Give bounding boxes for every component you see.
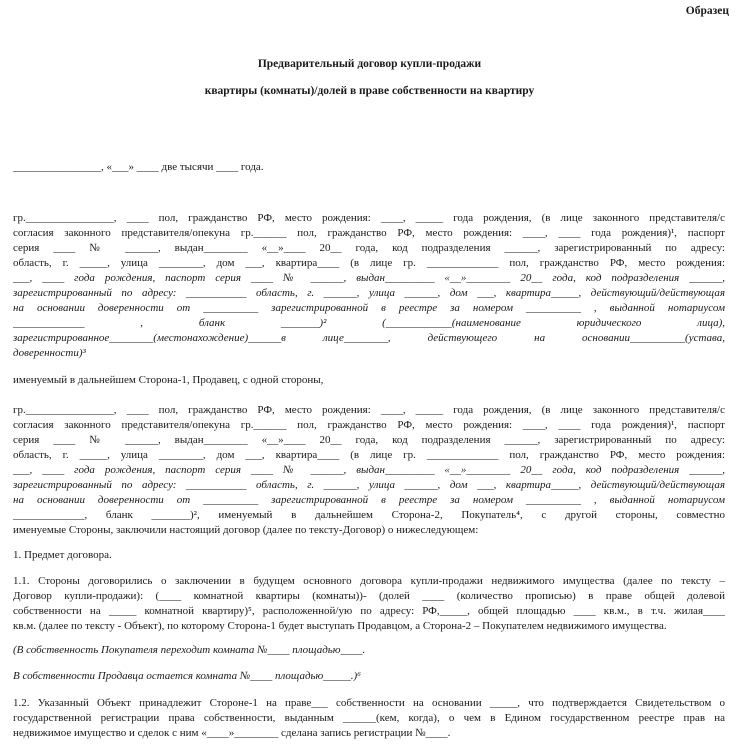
clause-1-1-line: кв.м. (далее по тексту - Объект), по которому Сторона-1 будет выступать Продавцом, а Сторона-2 – Покупателем недвижимого имущества. [13,620,667,632]
seller-room-note: В собственности Продавца остается комната №____ площадью_____.)⁶ [13,670,362,682]
section-heading: 1. Предмет договора. [13,549,112,561]
party2-line: гр.________________, ____ пол, гражданство РФ, место рождения: ____, _____ года рождения, (в лице законного представителя/с [13,404,725,416]
party2-line: именуемые Стороны, заключили настоящий договор (далее по тексту-Договор) о нижеследующем: [13,524,479,536]
party1-line: серия ____ № ______, выдан________ «__»____ 20__ года, код подразделения ______, зарегистрированный по адресу: [13,242,725,254]
clause-1-2-line: государственной регистрации права собственности, выданным ______(кем, когда), о чем в Едином государственном реестре прав на [13,712,725,724]
party2-line: зарегистрированный по адресу: ___________ область, г. ______, улица ______, дом ___, квартира_____, действующий/действующая [13,479,725,491]
party2-line: _____________, бланк _______)², именуемый в дальнейшем Сторона-2, Покупатель⁴, с другой стороны, совместно [13,509,725,521]
party2-line: область, г. _____, улица ________, дом ___, квартира____ (в лице гр. _____________ пол, гражданство РФ, место рождения: [13,449,725,461]
document-subtitle: квартиры (комнаты)/долей в праве собственности на квартиру [204,85,535,97]
buyer-room-note: (В собственность Покупателя переходит комната №____ площадью____. [13,644,366,656]
party1-line: область, г. _____, улица ________, дом ___, квартира____ (в лице гр. _____________ пол, гражданство РФ, место рождения: [13,257,725,269]
clause-1-1-line: 1.1. Стороны договорились о заключении в будущем основного договора купли-продажи недвижимого имущества (далее по тексту – [13,575,725,587]
place-date-line: ________________, «___» ____ две тысячи ____ года. [13,161,264,173]
sample-label: Образец [685,5,729,17]
party2-line: на основании доверенности от __________ зарегистрированной в реестре за номером __________ , выданной нотариусом [13,494,725,506]
party2-line: согласия законного представителя/опекуна гр.______ пол, гражданство РФ, место рождения: ____, ____ года рождения)¹, паспорт [13,419,725,431]
clause-1-2-line: недвижимое имущество и сделок с ним «____»________ сделана запись регистрации №____. [13,727,451,739]
document-title: Предварительный договор купли-продажи [257,58,482,70]
party1-line: доверенности)³ [13,347,86,359]
party1-line: ___, ____ года рождения, паспорт серия ____ № ______, выдан_________ «__»________ 20__ года, код подразделения ______, [13,272,725,284]
party1-line: _____________ , бланк _______)² (____________(наименование юридического лица), [13,317,725,329]
party1-line: зарегистрированное________(местонахождение)______в лице________, действующего на основании__________(устава, [13,332,725,344]
party1-line: на основании доверенности от __________ зарегистрированной в реестре за номером __________ , выданной нотариусом [13,302,725,314]
party2-line: серия ____ № ______, выдан________ «__»____ 20__ года, код подразделения ______, зарегистрированный по адресу: [13,434,725,446]
clause-1-1-line: собственности на _____ комнатной квартиру)⁵, расположенной/ую по адресу: РФ,_____, общей площадью ____ кв.м., в т.ч. жилая____ [13,605,725,617]
clause-1-1-line: Договор купли-продажи): (____ комнатной квартиры (комнаты))- (долей ____ (количество прописью) в праве общей долевой [13,590,725,602]
clause-1-2-line: 1.2. Указанный Объект принадлежит Стороне-1 на праве___ собственности на основании _____, что подтверждается Свидетельством о [13,697,725,709]
party1-line: согласия законного представителя/опекуна гр.______ пол, гражданство РФ, место рождения: ____, ____ года рождения)¹, паспорт [13,227,725,239]
party2-line: ___, ____ года рождения, паспорт серия ____ № ______, выдан_________ «__»________ 20__ года, код подразделения ______, [13,464,725,476]
party1-line: зарегистрированный по адресу: ___________ область, г. ______, улица ______, дом ___, квартира_____, действующий/действующая [13,287,725,299]
party1-line: гр.________________, ____ пол, гражданство РФ, место рождения: ____, _____ года рождения, (в лице законного представителя/с [13,212,725,224]
party1-closing: именуемый в дальнейшем Сторона-1, Продавец, с одной стороны, [13,374,324,386]
